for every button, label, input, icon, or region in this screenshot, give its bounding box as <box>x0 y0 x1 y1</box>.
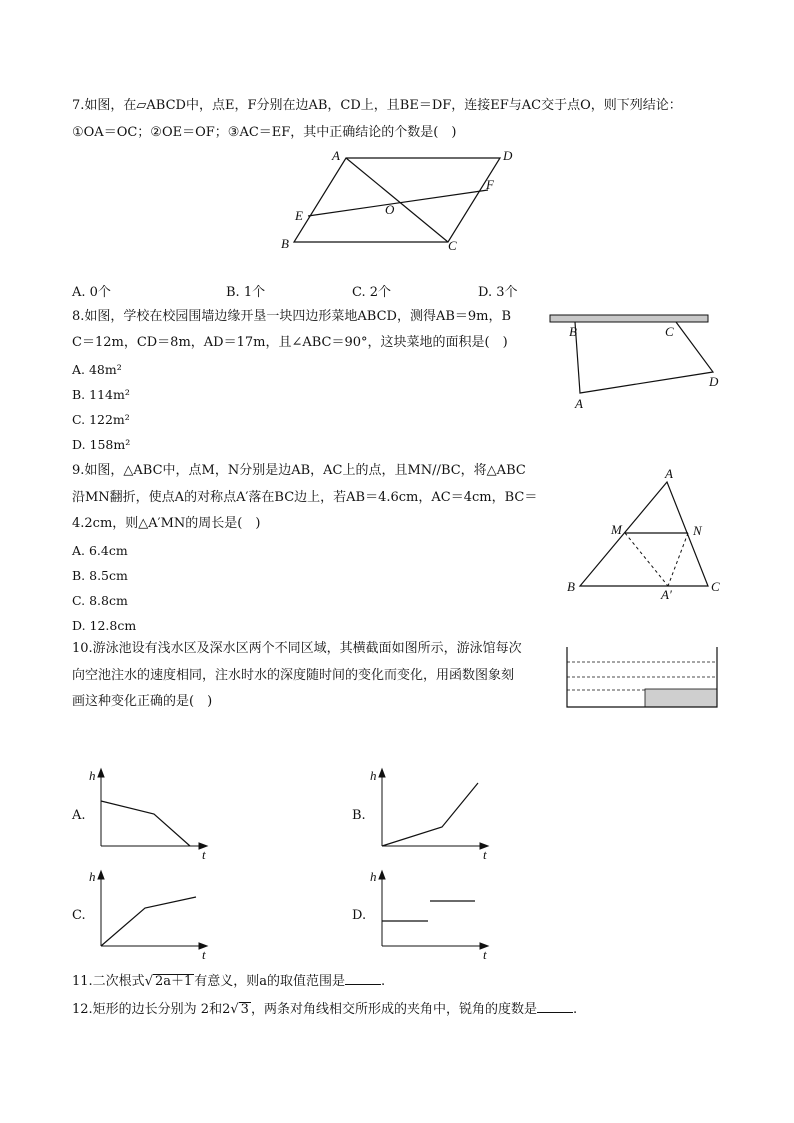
q9-stem-line1: 9.如图，△ABC中，点M，N分别是边AB，AC上的点，且MN//BC，将△ABC <box>72 463 526 478</box>
q8-label-b: B <box>569 324 577 339</box>
q9-label-a-prime: A′ <box>661 587 672 602</box>
q10-option-a[interactable]: A. <box>72 808 86 823</box>
q8-option-b[interactable]: B. 114m² <box>72 387 130 402</box>
q7-label-o: O <box>385 202 395 217</box>
q10-graph-a-t-label: t <box>202 847 206 862</box>
q10-graph-c-t-label: t <box>202 947 206 962</box>
q7-option-d[interactable]: D. 3个 <box>478 285 518 300</box>
q9-stem-line2: 沿MN翻折，使点A的对称点A′落在BC边上，若AB＝4.6cm，AC＝4cm，BC＝ <box>72 490 538 505</box>
q12-end: . <box>572 1002 578 1017</box>
q10-graph-a-h-label: h <box>89 768 96 783</box>
q8-label-d: D <box>709 374 719 389</box>
q8-stem-line1: 8.如图，学校在校园围墙边缘开垦一块四边形菜地ABCD，测得AB＝9m，B <box>72 309 512 324</box>
q7-option-a[interactable]: A. 0个 <box>72 285 111 300</box>
q10-graph-c-h-label: h <box>89 869 96 884</box>
q12-answer-blank[interactable] <box>537 1000 573 1013</box>
q11-sqrt-sign: √ <box>144 974 153 989</box>
q12-stem <box>72 1000 577 1018</box>
q11-suffix: 有意义，则a的取值范围是 <box>194 974 346 989</box>
q7-label-b: B <box>281 236 289 251</box>
q7-label-e: E <box>295 208 303 223</box>
q12-prefix: 12.矩形的边长分别为 2和2 <box>72 1002 231 1017</box>
q7-stem-line1: 7.如图，在▱ABCD中，点E，F分别在边AB，CD上，且BE＝DF，连接EF与AC交于点O，则下列结论： <box>72 98 682 113</box>
q8-option-a[interactable]: A. 48m² <box>72 362 122 377</box>
q7-option-c[interactable]: C. 2个 <box>352 285 392 300</box>
q8-label-c: C <box>665 324 674 339</box>
q9-label-n: N <box>693 523 702 538</box>
q11-prefix: 11.二次根式 <box>72 974 145 989</box>
q10-option-d[interactable]: D. <box>352 908 367 923</box>
q10-graph-b-t-label: t <box>483 847 487 862</box>
q9-label-m: M <box>611 522 622 537</box>
q9-label-a: A <box>665 466 673 481</box>
q7-label-c: C <box>448 238 457 253</box>
q10-stem-line1: 10.游泳池设有浅水区及深水区两个不同区域，其横截面如图所示，游泳馆每次 <box>72 641 522 656</box>
q10-graph-d-h-label: h <box>370 869 377 884</box>
q7-option-b[interactable]: B. 1个 <box>226 285 266 300</box>
q12-sqrt-sign: √ <box>230 1002 239 1017</box>
q7-label-d: D <box>503 148 513 163</box>
q9-option-a[interactable]: A. 6.4cm <box>72 543 128 558</box>
q9-label-c: C <box>711 579 720 594</box>
q10-stem-line2: 向空池注水的速度相同，注水时水的深度随时间的变化而变化，用函数图象刻 <box>72 668 515 683</box>
q8-stem-line2: C＝12m，CD＝8m，AD＝17m，且∠ABC＝90°，这块菜地的面积是( ) <box>72 335 508 350</box>
q7-label-a: A <box>332 148 340 163</box>
q10-graph-b-h-label: h <box>370 768 377 783</box>
q7-stem-line2: ①OA＝OC；②OE＝OF；③AC＝EF，其中正确结论的个数是( ) <box>72 125 457 140</box>
q10-option-b[interactable]: B. <box>352 808 366 823</box>
q8-label-a: A <box>575 396 583 411</box>
q8-option-d[interactable]: D. 158m² <box>72 437 131 452</box>
q7-label-f: F <box>486 177 494 192</box>
q9-option-d[interactable]: D. 12.8cm <box>72 618 137 633</box>
q9-option-c[interactable]: C. 8.8cm <box>72 593 128 608</box>
q9-stem-line3: 4.2cm，则△A′MN的周长是( ) <box>72 516 261 531</box>
q11-radicand: 2a＋1 <box>154 974 193 989</box>
q11-stem <box>72 972 385 990</box>
q11-end: . <box>381 974 386 989</box>
q10-graph-d-t-label: t <box>483 947 487 962</box>
q9-option-b[interactable]: B. 8.5cm <box>72 568 128 583</box>
q10-stem-line3: 画这种变化正确的是( ) <box>72 694 213 709</box>
q10-option-c[interactable]: C. <box>72 908 86 923</box>
q8-option-c[interactable]: C. 122m² <box>72 412 130 427</box>
q12-radicand: 3 <box>240 1002 249 1017</box>
q11-answer-blank[interactable] <box>345 972 381 985</box>
q9-label-b: B <box>567 579 575 594</box>
q12-suffix: ，两条对角线相交所形成的夹角中，锐角的度数是 <box>250 1002 537 1017</box>
